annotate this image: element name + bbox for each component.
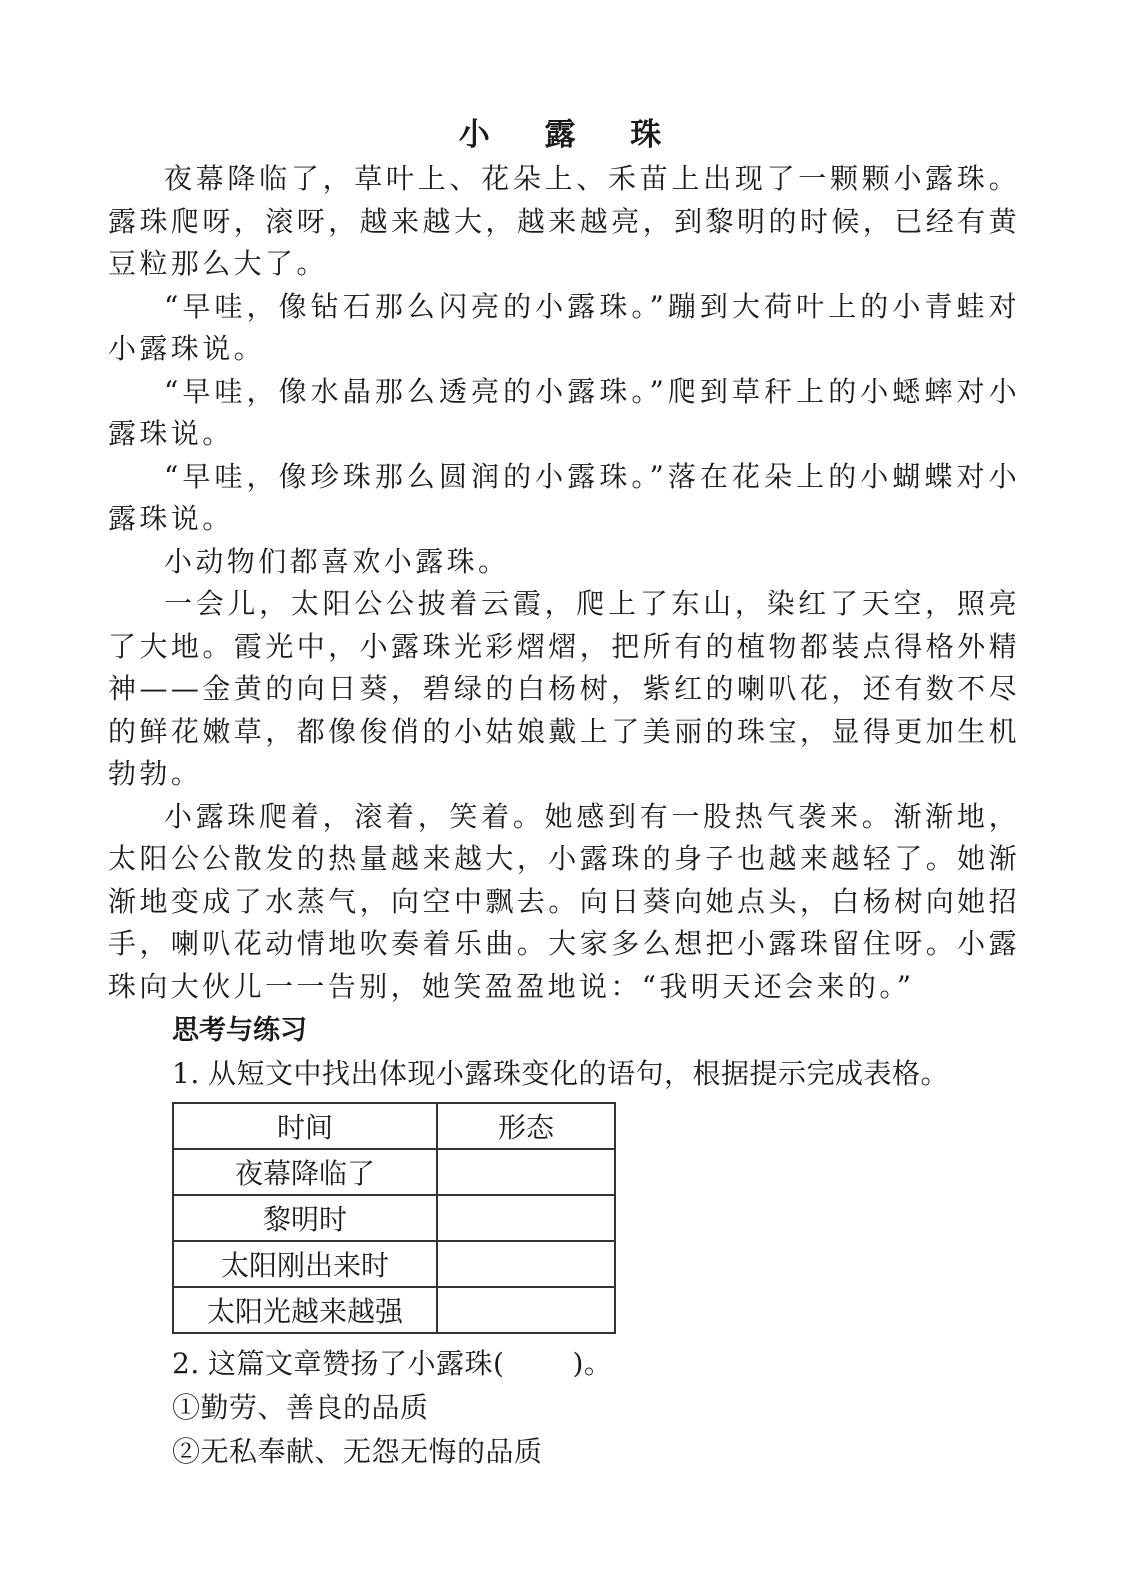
question-text-end: )。 [572,1347,613,1380]
story-title: 小 露 珠 [458,117,684,153]
option-2: ②无私奉献、无怨无悔的品质 [172,1435,543,1468]
question-number: 1. [172,1057,200,1090]
table-cell-time: 黎明时 [173,1195,437,1241]
option-1: ①勤劳、善良的品质 [172,1391,429,1424]
question-text: 这篇文章赞扬了小露珠( [208,1347,505,1380]
story-paragraph: 一会儿，太阳公公披着云霞，爬上了东山，染红了天空，照亮了大地。霞光中，小露珠光彩熠熠，把所有的植物都装点得格外精神——金黄的向日葵，碧绿的白杨树，紫红的喇叭花，还有数不尽的鲜花嫩草，都像俊俏的小姑娘戴上了美丽的珠宝，显得更加生机勃勃。 [108,587,1020,790]
table-header-form: 形态 [437,1103,615,1149]
story-paragraph: 夜幕降临了，草叶上、花朵上、禾苗上出现了一颗颗小露珠。露珠爬呀，滚呀，越来越大，越来越亮，到黎明的时候，已经有黄豆粒那么大了。 [108,162,1020,280]
question-number: 2. [172,1347,200,1380]
exercise-heading: 思考与练习 [172,1015,307,1046]
story-paragraph: “早哇，像钻石那么闪亮的小露珠。”蹦到大荷叶上的小青蛙对小露珠说。 [108,289,1020,365]
question-text: 从短文中找出体现小露珠变化的语句，根据提示完成表格。 [208,1057,950,1090]
table-cell-answer[interactable] [437,1149,615,1195]
story-paragraph: “早哇，像水晶那么透亮的小露珠。”爬到草秆上的小蟋蟀对小露珠说。 [108,374,1020,450]
table-cell-answer[interactable] [437,1241,615,1287]
table-cell-time: 夜幕降临了 [173,1149,437,1195]
table-row [173,1241,615,1287]
table-cell-time: 太阳光越来越强 [173,1287,437,1333]
table-row [173,1149,615,1195]
table-row [173,1195,615,1241]
table-cell-answer[interactable] [437,1195,615,1241]
story-paragraph: 小动物们都喜欢小露珠。 [164,544,510,578]
table-row [173,1287,615,1333]
story-paragraph: “早哇，像珍珠那么圆润的小露珠。”落在花朵上的小蝴蝶对小露珠说。 [108,459,1020,535]
table-header-row [173,1103,615,1149]
table-cell-time: 太阳刚出来时 [173,1241,437,1287]
question-1 [108,1052,1020,1096]
table-cell-answer[interactable] [437,1287,615,1333]
answer-table [172,1102,616,1334]
question-2 [108,1342,1020,1386]
table-header-time: 时间 [173,1103,437,1149]
story-body [108,158,1020,1008]
story-paragraph: 小露珠爬着，滚着，笑着。她感到有一股热气袭来。渐渐地，太阳公公散发的热量越来越大，小露珠的身子也越来越轻了。她渐渐地变成了水蒸气，向空中飘去。向日葵向她点头，白杨树向她招手，喇叭花动情地吹奏着乐曲。大家多么想把小露珠留住呀。小露珠向大伙儿一一告别，她笑盈盈地说：“我明天还会来的。” [108,799,1020,1003]
worksheet-page [108,112,1020,1474]
